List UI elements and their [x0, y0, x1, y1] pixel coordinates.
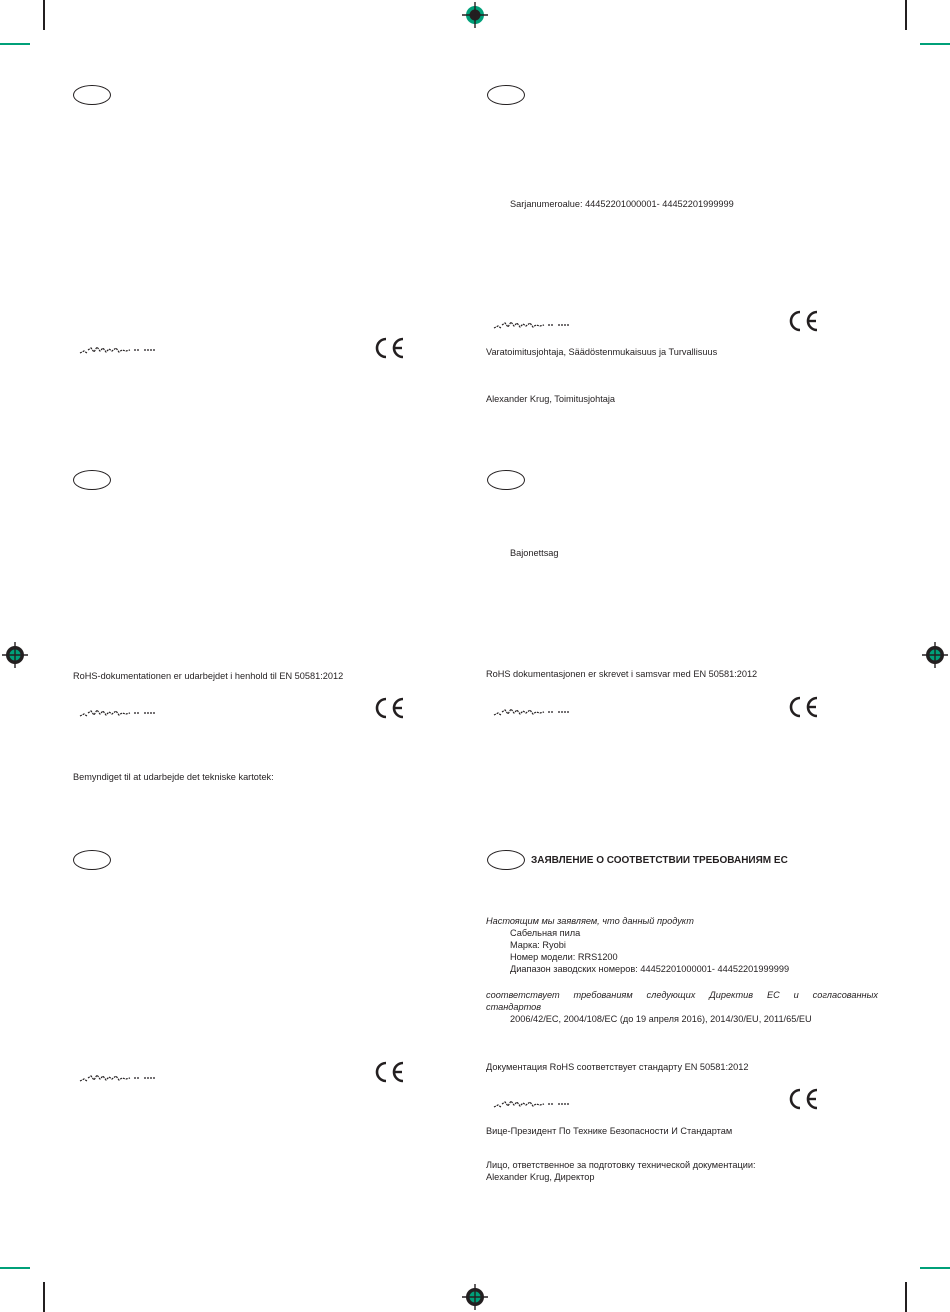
ce-mark-icon [786, 695, 820, 719]
ru-conforms-word: следующих [646, 990, 696, 1000]
language-oval-icon [73, 470, 111, 490]
ru-conforms-word: Директив [709, 990, 754, 1000]
ru-model: Номер модели: RRS1200 [510, 952, 618, 962]
ru-conforms-line1 [486, 989, 878, 1001]
ru-brand: Марка: Ryobi [510, 940, 566, 950]
ce-mark-icon [786, 309, 820, 333]
ru-vp: Вице-Президент По Технике Безопасности И Стандартам [486, 1126, 733, 1136]
signature-icon [492, 317, 574, 331]
ru-product: Сабельная пила [510, 928, 581, 938]
da-authorized: Bemyndiget til at udarbejde det tekniske kartotek: [73, 772, 274, 782]
registration-mark-icon [461, 1, 489, 29]
ce-mark-icon [372, 336, 406, 360]
ru-conforms-word: и [793, 990, 799, 1000]
ru-conforms-line2: стандартов [486, 1002, 542, 1012]
registration-mark-icon [1, 641, 29, 669]
ru-heading: ЗАЯВЛЕНИЕ О СООТВЕТСТВИИ ТРЕБОВАНИЯМ ЕС [531, 855, 788, 866]
fi-director: Alexander Krug, Toimitusjohtaja [486, 394, 616, 404]
signature-icon [78, 705, 160, 719]
registration-mark-icon [921, 641, 949, 669]
language-oval-icon [73, 850, 111, 870]
crop-mark-bottom-right-h [920, 1267, 950, 1269]
signature-icon [78, 1070, 160, 1084]
ru-serial-range: Диапазон заводских номеров: 44452201000001- 44452201999999 [510, 964, 790, 974]
language-oval-icon [73, 85, 111, 105]
ru-director: Alexander Krug, Директор [486, 1172, 595, 1182]
signature-icon [492, 1096, 574, 1110]
crop-mark-top-right-h [920, 43, 950, 45]
ru-rohs: Документация RoHS соответствует стандарту EN 50581:2012 [486, 1062, 749, 1072]
crop-mark-top-left [43, 0, 45, 30]
no-rohs: RoHS dokumentasjonen er skrevet i samsvar med EN 50581:2012 [486, 669, 758, 679]
ru-conforms-word: требованиям [573, 990, 633, 1000]
language-oval-icon [487, 85, 525, 105]
crop-mark-top-right [905, 0, 907, 30]
ru-conforms-word: ЕС [766, 990, 780, 1000]
registration-mark-icon [461, 1283, 489, 1311]
ce-mark-icon [372, 1060, 406, 1084]
signature-icon [78, 342, 160, 356]
no-product: Bajonettsag [510, 548, 559, 558]
language-oval-icon [487, 850, 525, 870]
signature-icon [492, 704, 574, 718]
ru-responsible: Лицо, ответственное за подготовку технической документации: [486, 1160, 756, 1170]
ru-conforms-word: согласованных [812, 990, 878, 1000]
crop-mark-bottom-left [43, 1282, 45, 1312]
ce-mark-icon [372, 696, 406, 720]
crop-mark-bottom-left-h [0, 1267, 30, 1269]
ru-conforms-word: соответствует [486, 990, 560, 1000]
fi-serial-range: Sarjanumeroalue: 44452201000001- 44452201999999 [510, 199, 734, 209]
da-rohs: RoHS-dokumentationen er udarbejdet i henhold til EN 50581:2012 [73, 671, 344, 681]
language-oval-icon [487, 470, 525, 490]
ru-directives: 2006/42/EC, 2004/108/EC (до 19 апреля 2016), 2014/30/EU, 2011/65/EU [510, 1014, 812, 1024]
crop-mark-bottom-right [905, 1282, 907, 1312]
crop-mark-top-left-h [0, 43, 30, 45]
ru-declare: Настоящим мы заявляем, что данный продукт [486, 916, 694, 926]
ce-mark-icon [786, 1087, 820, 1111]
fi-signatory-title: Varatoimitusjohtaja, Säädöstenmukaisuus ja Turvallisuus [486, 347, 718, 357]
